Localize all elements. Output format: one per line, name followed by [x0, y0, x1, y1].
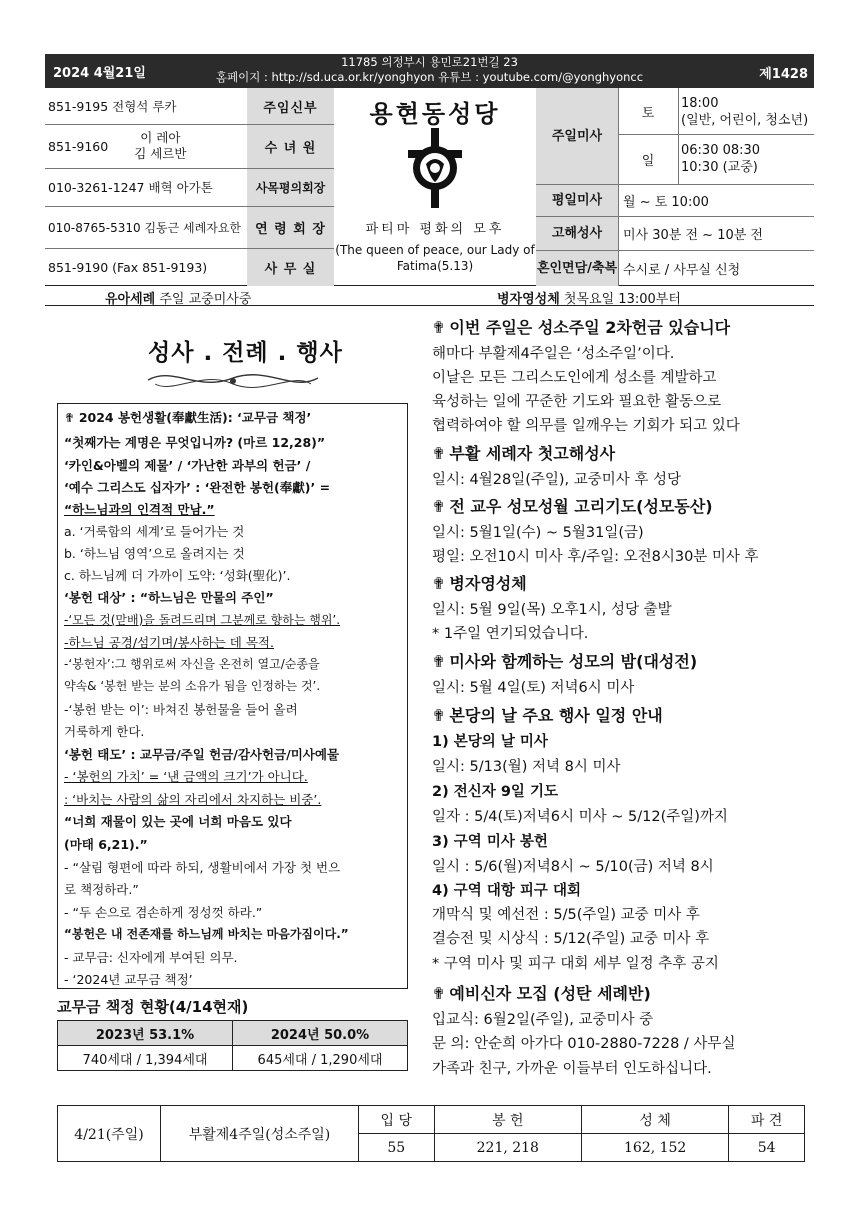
cross-icon: ✟	[432, 984, 446, 1003]
notice-line: 일시: 5월 4일(토) 저녁6시 미사	[432, 680, 635, 696]
staff-contact-funeral: 010-8765-5310 김동근 세례자요한	[48, 220, 242, 235]
marriage-label: 혼인면담/축복	[536, 250, 618, 286]
divider	[45, 248, 334, 249]
box-line: 거룩하게 한다.	[64, 724, 145, 739]
staff-role-pastor: 주임신부	[247, 88, 334, 124]
box-line: “첫째가는 계명은 무엇입니까? (마르 12,28)”	[64, 435, 326, 450]
infant-baptism-info	[105, 288, 251, 307]
stats-value-offering: 221, 218	[434, 1134, 581, 1162]
church-name: 용현동성당	[369, 100, 501, 128]
divider	[536, 250, 814, 251]
notice-line: 일시 : 5/6(월)저녁8시 ~ 5/10(금) 저녁 8시	[432, 859, 714, 875]
box-line: 약속& ‘봉헌 받는 분의 소유가 됨을 인정하는 것’.	[64, 679, 321, 693]
table-cell-2024: 645세대 / 1,290세대	[233, 1046, 408, 1071]
sunday-mass-label: 주일미사	[536, 88, 618, 184]
notice-line: 결승전 및 시상식 : 5/12(주일) 교중 미사 후	[432, 931, 710, 947]
divider	[45, 124, 334, 125]
box-line: ‘예수 그리스도 십자가’ : ‘완전한 봉헌(奉獻)’ =	[64, 480, 331, 495]
attendance-table	[57, 1105, 805, 1162]
bulletin-date: 2024 4월21일	[53, 66, 146, 81]
box-line: c. 하느님께 더 가까이 도약: ‘성화(聖化)’.	[64, 568, 291, 583]
patron-title: 파티마 평화의 모후	[365, 222, 505, 237]
web-links: 홈페이지 : http://sd.uca.or.kr/yonghyon 유튜브 : youtube.com/@yonghyoncc	[215, 70, 644, 84]
box-line: -‘모든 것(맏배)을 돌려드리며 그분께로 향하는 행위’.	[64, 613, 341, 627]
staff-contact-pastor: 851-9195 전형석 루카	[48, 99, 177, 114]
stats-header-entrance: 입 당	[359, 1106, 435, 1134]
sick-communion-info	[497, 288, 681, 307]
sisters-phone: 851-9160	[48, 138, 109, 154]
cross-icon: ✟	[432, 652, 446, 671]
box-line: (마태 6,21).”	[64, 837, 148, 852]
flourish-ornament-icon	[143, 364, 323, 394]
tithe-status-title: 교무금 책정 현황(4/14현재)	[57, 998, 249, 1016]
tithe-status-table	[57, 1020, 408, 1071]
notice-heading: ✟ 부활 세례자 첫고해성사	[432, 444, 616, 463]
cross-icon: ✟	[432, 706, 446, 725]
stats-value-communion: 162, 152	[581, 1134, 728, 1162]
sunday-label: 일	[641, 153, 655, 169]
sunday-time-2: 10:30 (교중)	[681, 160, 758, 175]
divider	[678, 88, 679, 184]
table-cell-2023: 740세대 / 1,394세대	[58, 1046, 233, 1071]
church-logo-icon	[402, 128, 468, 208]
stats-feast: 부활제4주일(성소주일)	[161, 1106, 359, 1162]
church-address: 11785 의정부시 용민로21번길 23	[341, 55, 518, 69]
sick-communion-label: 병자영성체	[497, 292, 560, 307]
stats-header-communion: 성 체	[581, 1106, 728, 1134]
saturday-label: 토	[641, 105, 655, 121]
staff-contact-sisters	[45, 124, 247, 168]
box-line: - “두 손으로 겸손하게 정성껏 하라.”	[64, 905, 263, 920]
notice-line: 일시: 5월 9일(목) 오후1시, 성당 출발	[432, 602, 672, 618]
notice-heading: ✟ 병자영성체	[432, 574, 527, 593]
stats-header-offering: 봉 헌	[434, 1106, 581, 1134]
box-line: ‘봉헌 태도’ : 교무금/주일 헌금/감사헌금/미사예물	[64, 747, 340, 762]
notice-heading: ✟ 예비신자 모집 (성탄 세례반)	[432, 984, 651, 1003]
staff-role-funeral: 연 령 회 장	[247, 206, 334, 248]
box-line: ‘봉헌 대상’ : “하느님은 만물의 주인”	[64, 590, 274, 605]
box-line: -‘봉헌 받는 이’: 바쳐진 봉헌물을 들어 올려	[64, 702, 298, 717]
notice-subheading: 3) 구역 미사 봉헌	[432, 834, 548, 850]
notice-subheading: 4) 구역 대항 피구 대회	[432, 883, 581, 899]
divider	[45, 168, 334, 169]
notice-line: 평일: 오전10시 미사 후/주일: 오전8시30분 미사 후	[432, 549, 759, 565]
notice-line: * 1주일 연기되었습니다.	[432, 626, 589, 642]
box-line: “너희 재물이 있는 곳에 너희 마음도 있다	[64, 814, 292, 829]
offering-box	[57, 403, 408, 989]
notice-line: 문 의: 안순희 아가다 010-2880-7228 / 사무실	[432, 1036, 736, 1052]
box-line: ‘카인&아벨의 제물’ / ‘가난한 과부의 헌금’ /	[64, 458, 311, 473]
box-line: “하느님과의 인격적 만남.”	[64, 502, 215, 517]
infant-baptism-label: 유아세례	[105, 292, 156, 307]
box-line: “봉헌은 내 전존재를 하느님께 바치는 마음가짐이다.”	[64, 927, 349, 941]
stats-value-entrance: 55	[359, 1134, 435, 1162]
divider	[536, 184, 814, 185]
church-address-block	[45, 55, 814, 85]
sunday-time-1: 06:30 08:30	[681, 143, 761, 158]
notice-line: 육성하는 일에 꾸준한 기도와 필요한 활동으로	[432, 394, 722, 410]
weekday-mass-time: 월 ~ 토 10:00	[623, 194, 709, 210]
box-line: -하느님 공경/섬기며/봉사하는 데 목적.	[64, 635, 274, 650]
notice-heading: ✟ 전 교우 성모성월 고리기도(성모동산)	[432, 497, 713, 516]
box-line: 로 책정하라.”	[64, 882, 139, 897]
notice-line: 개막식 및 예선전 : 5/5(주일) 교중 미사 후	[432, 907, 700, 923]
notice-heading: ✟ 이번 주일은 성소주일 2차헌금 있습니다	[432, 318, 731, 337]
staff-role-council: 사목평의회장	[247, 168, 334, 206]
box-line: a. ‘거룩함의 세계’로 들어가는 것	[64, 524, 245, 539]
notice-line: 이날은 모든 그리스도인에게 성소를 계발하고	[432, 370, 717, 386]
box-line: : ‘바치는 사람의 삶의 자리에서 차지하는 비중’.	[64, 792, 322, 807]
confession-time: 미사 30분 전 ~ 10분 전	[623, 227, 763, 243]
table-header-2023: 2023년 53.1%	[58, 1021, 233, 1046]
cross-icon: ✟	[432, 318, 446, 337]
notice-line: 일자 : 5/4(토)저녁6시 미사 ~ 5/12(주일)까지	[432, 809, 728, 825]
sick-communion-time: 첫목요일 13:00부터	[559, 292, 681, 307]
notice-line: * 구역 미사 및 피구 대회 세부 일정 추후 공지	[432, 956, 719, 972]
notice-heading: ✟ 미사와 함께하는 성모의 밤(대성전)	[432, 652, 698, 671]
box-line: - ‘2024년 교무금 책정’	[64, 972, 193, 987]
saturday-time: 18:00	[681, 96, 719, 111]
patron-english: (The queen of peace, our Lady of Fatima(5.13)	[335, 243, 535, 273]
stats-header-dismissal: 파 견	[729, 1106, 805, 1134]
cross-icon: ✟	[432, 444, 446, 463]
notice-subheading: 2) 전신자 9일 기도	[432, 784, 558, 800]
stats-value-dismissal: 54	[729, 1134, 805, 1162]
divider	[45, 206, 334, 207]
confession-label: 고해성사	[536, 216, 618, 250]
box-line: - ‘봉헌의 가치’ = ‘낸 금액의 크기’가 아니다.	[64, 769, 308, 784]
notice-line: 입교식: 6월2일(주일), 교중미사 중	[432, 1012, 654, 1028]
section-title: 성사 . 전례 . 행사	[148, 340, 343, 366]
cross-icon: ✟	[432, 574, 446, 593]
staff-role-sisters: 수 녀 원	[247, 124, 334, 168]
notice-subheading: 1) 본당의 날 미사	[432, 734, 548, 750]
cross-icon: ✟	[432, 497, 446, 516]
marriage-info: 수시로 / 사무실 신청	[623, 262, 741, 278]
notice-line: 일시: 4월28일(주일), 교중미사 후 성당	[432, 472, 682, 488]
divider	[618, 88, 619, 286]
box-line: - “살림 형편에 따라 하되, 생활비에서 가장 첫 번으	[64, 860, 341, 875]
sunday-mass	[678, 134, 814, 184]
notice-line: 해마다 부활제4주일은 ‘성소주일’이다.	[432, 346, 675, 362]
saturday-mass	[678, 90, 814, 134]
info-line	[45, 286, 814, 306]
saturday-note: (일반, 어린이, 청소년)	[681, 113, 809, 128]
notice-heading: ✟ 본당의 날 주요 행사 일정 안내	[432, 706, 663, 725]
notice-line: 협력하여야 할 의무를 일깨우는 기회가 되고 있다	[432, 418, 740, 434]
issue-number: 제1428	[759, 67, 808, 82]
table-header-2024: 2024년 50.0%	[233, 1021, 408, 1046]
divider	[618, 134, 814, 135]
box-line: - 교무금: 신자에게 부여된 의무.	[64, 950, 238, 965]
box-line: -‘봉헌자’:그 행위로써 자신을 온전히 열고/순종을	[64, 657, 320, 671]
divider	[536, 216, 814, 217]
header-grid	[45, 88, 814, 286]
staff-role-office: 사 무 실	[247, 248, 334, 286]
sister-name-1: 이 레아	[140, 130, 181, 145]
sister-name-2: 김 세르반	[134, 146, 187, 161]
stats-date: 4/21(주일)	[58, 1106, 161, 1162]
notice-line: 일시: 5/13(월) 저녁 8시 미사	[432, 759, 621, 775]
staff-contact-council: 010-3261-1247 배혁 아가톤	[48, 180, 213, 195]
notice-line: 일시: 5월1일(수) ~ 5월31일(금)	[432, 525, 644, 541]
box-line: b. ‘하느님 영역’으로 올려지는 것	[64, 546, 245, 561]
box-heading: ✟ 2024 봉헌생활(奉獻生活): ‘교무금 책정’	[64, 410, 312, 425]
weekday-mass-label: 평일미사	[536, 184, 618, 216]
header-bar	[45, 54, 814, 88]
infant-baptism-time: 주일 교중미사중	[155, 292, 252, 307]
staff-contact-office: 851-9190 (Fax 851-9193)	[48, 259, 208, 275]
notice-line: 가족과 친구, 가까운 이들부터 인도하십니다.	[432, 1061, 712, 1077]
